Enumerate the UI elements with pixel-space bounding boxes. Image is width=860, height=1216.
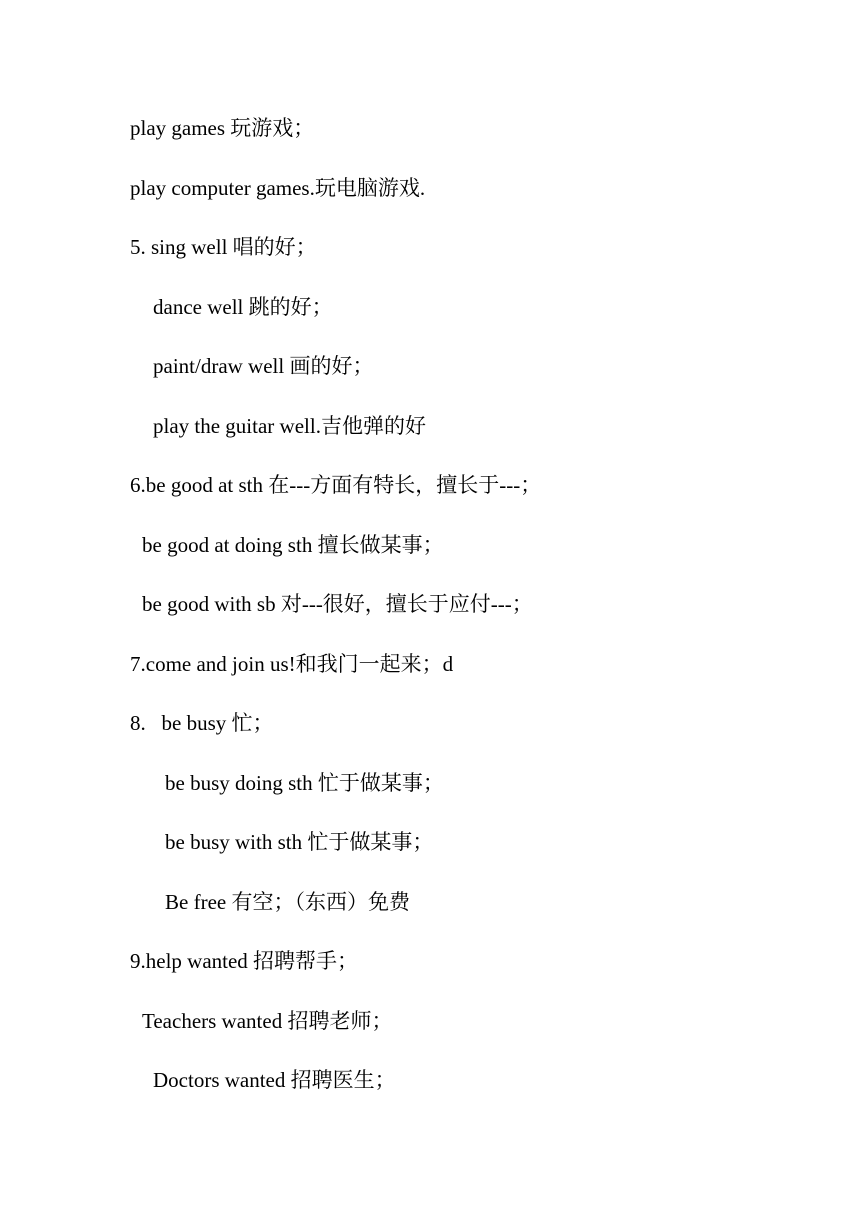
text-line: 8. be busy 忙； (130, 711, 274, 735)
text-line: be busy with sth 忙于做某事； (165, 830, 434, 854)
text-line: be good with sb 对---很好，擅长于应付---； (142, 592, 533, 616)
text-line: be busy doing sth 忙于做某事； (165, 771, 444, 795)
text-line: Doctors wanted 招聘医生； (153, 1068, 396, 1092)
text-line: Be free 有空；（东西）免费 (165, 890, 410, 914)
text-line: play the guitar well.吉他弹的好 (153, 414, 426, 438)
text-line: paint/draw well 画的好； (153, 354, 374, 378)
text-line: Teachers wanted 招聘老师； (142, 1009, 393, 1033)
text-line: be good at doing sth 擅长做某事； (142, 533, 444, 557)
text-line: play computer games.玩电脑游戏. (130, 176, 426, 200)
text-line: play games 玩游戏； (130, 116, 315, 140)
text-line: 7.come and join us!和我门一起来；d (130, 652, 454, 676)
text-line: 5. sing well 唱的好； (130, 235, 317, 259)
text-line: dance well 跳的好； (153, 295, 333, 319)
text-line: 6.be good at sth 在---方面有特长，擅长于---； (130, 473, 542, 497)
text-line: 9.help wanted 招聘帮手； (130, 949, 359, 973)
